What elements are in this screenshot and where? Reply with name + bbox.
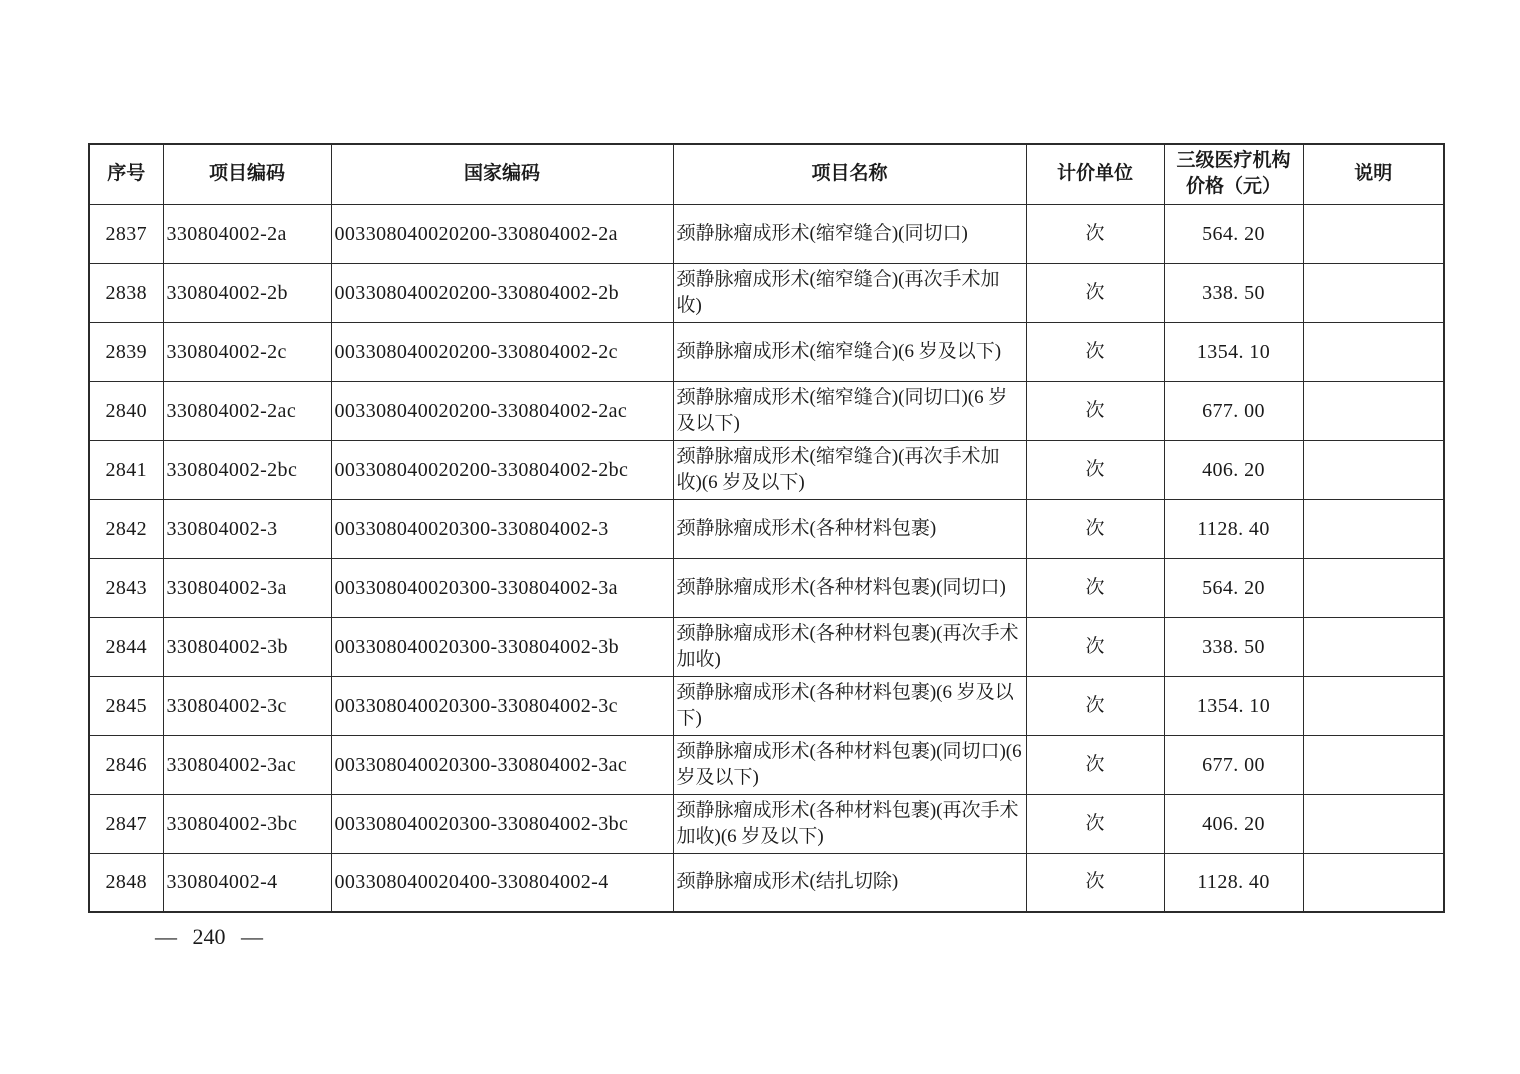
col-header-note: 说明 xyxy=(1303,144,1444,204)
cell-item-name: 颈静脉瘤成形术(各种材料包裹) xyxy=(673,499,1026,558)
table-row xyxy=(89,204,1444,263)
table-row xyxy=(89,735,1444,794)
cell-serial: 2840 xyxy=(89,381,163,440)
cell-item-code: 330804002-2a xyxy=(163,204,331,263)
cell-unit: 次 xyxy=(1026,735,1164,794)
cell-unit: 次 xyxy=(1026,617,1164,676)
cell-national-code: 003308040020400-330804002-4 xyxy=(331,853,673,912)
cell-item-code: 330804002-3bc xyxy=(163,794,331,853)
cell-note xyxy=(1303,617,1444,676)
cell-item-name: 颈静脉瘤成形术(缩窄缝合)(6 岁及以下) xyxy=(673,322,1026,381)
cell-national-code: 003308040020200-330804002-2bc xyxy=(331,440,673,499)
cell-item-code: 330804002-2bc xyxy=(163,440,331,499)
cell-national-code: 003308040020300-330804002-3bc xyxy=(331,794,673,853)
cell-unit: 次 xyxy=(1026,381,1164,440)
table-row xyxy=(89,322,1444,381)
cell-unit: 次 xyxy=(1026,499,1164,558)
cell-national-code: 003308040020200-330804002-2c xyxy=(331,322,673,381)
cell-unit: 次 xyxy=(1026,263,1164,322)
cell-note xyxy=(1303,735,1444,794)
cell-item-code: 330804002-3c xyxy=(163,676,331,735)
cell-national-code: 003308040020200-330804002-2b xyxy=(331,263,673,322)
table-row xyxy=(89,440,1444,499)
table-row xyxy=(89,499,1444,558)
cell-unit: 次 xyxy=(1026,322,1164,381)
cell-serial: 2848 xyxy=(89,853,163,912)
cell-note xyxy=(1303,853,1444,912)
cell-national-code: 003308040020300-330804002-3b xyxy=(331,617,673,676)
cell-note xyxy=(1303,381,1444,440)
cell-serial: 2838 xyxy=(89,263,163,322)
cell-item-name: 颈静脉瘤成形术(缩窄缝合)(同切口)(6 岁及以下) xyxy=(673,381,1026,440)
col-header-price: 三级医疗机构价格（元） xyxy=(1164,144,1303,204)
cell-price: 1128. 40 xyxy=(1164,853,1303,912)
cell-item-code: 330804002-4 xyxy=(163,853,331,912)
cell-unit: 次 xyxy=(1026,440,1164,499)
page-number: — 240 — xyxy=(155,924,263,949)
cell-serial: 2843 xyxy=(89,558,163,617)
cell-price: 677. 00 xyxy=(1164,381,1303,440)
cell-unit: 次 xyxy=(1026,204,1164,263)
table-row xyxy=(89,381,1444,440)
cell-item-name: 颈静脉瘤成形术(结扎切除) xyxy=(673,853,1026,912)
cell-note xyxy=(1303,499,1444,558)
col-header-item-name: 项目名称 xyxy=(673,144,1026,204)
cell-item-code: 330804002-2b xyxy=(163,263,331,322)
cell-note xyxy=(1303,676,1444,735)
cell-item-code: 330804002-3ac xyxy=(163,735,331,794)
cell-price: 406. 20 xyxy=(1164,794,1303,853)
table-row xyxy=(89,794,1444,853)
cell-serial: 2837 xyxy=(89,204,163,263)
cell-national-code: 003308040020300-330804002-3 xyxy=(331,499,673,558)
cell-unit: 次 xyxy=(1026,558,1164,617)
cell-price: 1354. 10 xyxy=(1164,322,1303,381)
price-table xyxy=(88,143,1445,913)
col-header-serial: 序号 xyxy=(89,144,163,204)
table-body xyxy=(89,204,1444,912)
cell-price: 406. 20 xyxy=(1164,440,1303,499)
cell-serial: 2844 xyxy=(89,617,163,676)
cell-serial: 2842 xyxy=(89,499,163,558)
table-row xyxy=(89,558,1444,617)
cell-item-code: 330804002-2c xyxy=(163,322,331,381)
table-row xyxy=(89,853,1444,912)
cell-serial: 2839 xyxy=(89,322,163,381)
table-row xyxy=(89,676,1444,735)
cell-item-code: 330804002-3 xyxy=(163,499,331,558)
cell-price: 1354. 10 xyxy=(1164,676,1303,735)
cell-price: 1128. 40 xyxy=(1164,499,1303,558)
cell-national-code: 003308040020300-330804002-3ac xyxy=(331,735,673,794)
cell-price: 677. 00 xyxy=(1164,735,1303,794)
cell-serial: 2846 xyxy=(89,735,163,794)
cell-item-name: 颈静脉瘤成形术(各种材料包裹)(6 岁及以下) xyxy=(673,676,1026,735)
table-row xyxy=(89,617,1444,676)
col-header-national-code: 国家编码 xyxy=(331,144,673,204)
cell-item-name: 颈静脉瘤成形术(各种材料包裹)(同切口)(6 岁及以下) xyxy=(673,735,1026,794)
cell-national-code: 003308040020200-330804002-2ac xyxy=(331,381,673,440)
cell-note xyxy=(1303,794,1444,853)
cell-item-name: 颈静脉瘤成形术(缩窄缝合)(再次手术加收)(6 岁及以下) xyxy=(673,440,1026,499)
header-row xyxy=(89,144,1444,204)
cell-item-name: 颈静脉瘤成形术(各种材料包裹)(同切口) xyxy=(673,558,1026,617)
cell-note xyxy=(1303,263,1444,322)
cell-note xyxy=(1303,322,1444,381)
cell-price: 564. 20 xyxy=(1164,558,1303,617)
cell-item-code: 330804002-3a xyxy=(163,558,331,617)
cell-national-code: 003308040020300-330804002-3a xyxy=(331,558,673,617)
cell-unit: 次 xyxy=(1026,676,1164,735)
cell-serial: 2847 xyxy=(89,794,163,853)
col-header-unit: 计价单位 xyxy=(1026,144,1164,204)
col-header-item-code: 项目编码 xyxy=(163,144,331,204)
table-header xyxy=(89,144,1444,204)
cell-serial: 2841 xyxy=(89,440,163,499)
cell-price: 338. 50 xyxy=(1164,617,1303,676)
cell-item-name: 颈静脉瘤成形术(缩窄缝合)(同切口) xyxy=(673,204,1026,263)
cell-serial: 2845 xyxy=(89,676,163,735)
cell-note xyxy=(1303,558,1444,617)
cell-unit: 次 xyxy=(1026,853,1164,912)
cell-note xyxy=(1303,204,1444,263)
cell-item-code: 330804002-3b xyxy=(163,617,331,676)
cell-item-name: 颈静脉瘤成形术(各种材料包裹)(再次手术加收) xyxy=(673,617,1026,676)
cell-unit: 次 xyxy=(1026,794,1164,853)
cell-item-name: 颈静脉瘤成形术(缩窄缝合)(再次手术加收) xyxy=(673,263,1026,322)
cell-price: 564. 20 xyxy=(1164,204,1303,263)
cell-price: 338. 50 xyxy=(1164,263,1303,322)
cell-note xyxy=(1303,440,1444,499)
table-row xyxy=(89,263,1444,322)
cell-national-code: 003308040020200-330804002-2a xyxy=(331,204,673,263)
cell-national-code: 003308040020300-330804002-3c xyxy=(331,676,673,735)
cell-item-code: 330804002-2ac xyxy=(163,381,331,440)
cell-item-name: 颈静脉瘤成形术(各种材料包裹)(再次手术加收)(6 岁及以下) xyxy=(673,794,1026,853)
